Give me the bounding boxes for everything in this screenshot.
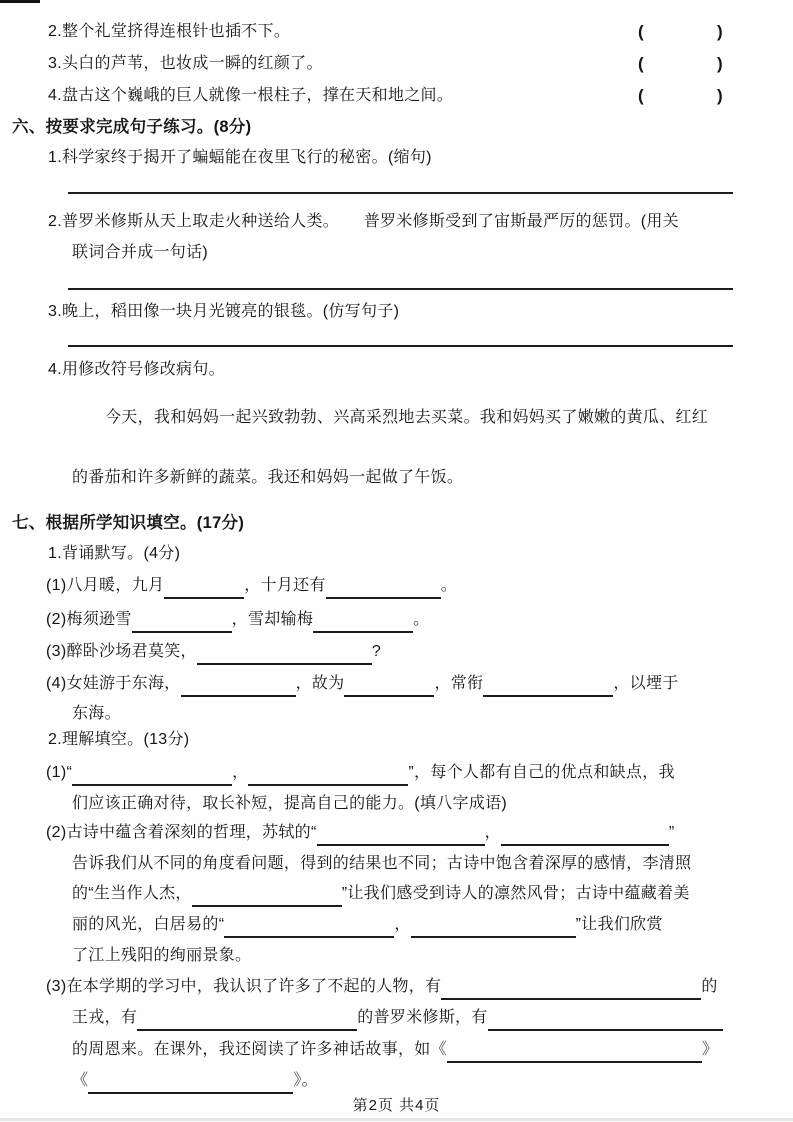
answer-blank [488,1011,723,1031]
comprehension-1-line2: 们应该正确对待，取长补短，提高自己的能力。(填八字成语) [72,795,508,812]
answer-blank [447,1043,702,1063]
comprehension-2-line5: 了江上残阳的绚丽景象。 [72,947,252,964]
answer-blank [224,918,394,938]
answer-blank [344,677,434,697]
s6-q4-paragraph-line1: 今天，我和妈妈一起兴致勃勃、兴高采烈地去买菜。我和妈妈买了嫩嫩的黄瓜、红红 [105,409,709,426]
text-segment: ，雪却输梅 [231,611,314,628]
text-segment: 《 [72,1072,89,1089]
s6-question-2-line2: 联词合并成一句话) [72,244,209,261]
text-segment: 》 [701,1041,719,1058]
answer-blank [501,826,669,846]
answer-blank [248,766,408,786]
answer-blank [317,826,485,846]
s6-q4-paragraph-line2: 的番茄和许多新鲜的蔬菜。我还和妈妈一起做了午饭。 [72,469,464,486]
answer-line [68,288,733,290]
section-7-title: 七、根据所学知识填空。(17分) [12,514,245,532]
dictation-line-4-cont: 东海。 [72,705,121,722]
answer-blank [313,613,413,633]
text-segment: ”让我们感受到诗人的凛然风骨；古诗中蕴藏着美 [341,885,690,902]
text-segment: 王戎，有 [72,1009,138,1026]
text-segment: 丽的风光，白居易的“ [72,916,225,933]
section-6-title: 六、按要求完成句子练习。(8分) [12,118,252,136]
judgment-text: 4.盘古这个巍峨的巨人就像一根柱子，撑在天和地之间。 [48,87,454,104]
text-segment: 。 [413,611,430,628]
text-segment: 的普罗米修斯，有 [357,1009,488,1026]
open-paren: ( [638,86,644,105]
s6-question-1: 1.科学家终于揭开了蝙蝠能在夜里飞行的秘密。(缩句) [48,149,432,166]
open-paren: ( [638,54,644,73]
judgment-text: 3.头白的芦苇，也妆成一瞬的红颜了。 [48,55,323,72]
judgment-text: 2.整个礼堂挤得连根针也插不下。 [48,23,291,40]
text-segment: ，常衔 [434,675,484,692]
dictation-line-1 [46,576,457,596]
dictation-line-4 [46,674,679,694]
comprehension-2-line3 [72,884,690,904]
comprehension-1-line1 [46,763,675,783]
s6-question-3: 3.晚上，稻田像一块月光镀亮的银毯。(仿写句子) [48,303,400,320]
comprehension-3-line2 [72,1008,723,1028]
text-segment: (3)在本学期的学习中，我认识了许多了不起的人物，有 [46,978,442,995]
text-segment: ” [668,824,675,841]
s6-question-4: 4.用修改符号修改病句。 [48,361,225,378]
answer-blank [164,579,244,599]
text-segment: (1)八月暖，九月 [46,577,165,594]
text-segment: 》。 [293,1072,318,1089]
answer-blank [411,918,576,938]
text-segment: ， [232,764,249,781]
text-segment: (4)女娃游于东海， [46,675,181,692]
text-segment: ， [394,916,411,933]
comprehension-3-line3 [72,1040,718,1060]
s6-question-2-line1: 2.普罗米修斯从天上取走火种送给人类。 普罗米修斯受到了宙斯最严厉的惩罚。(用关 [48,213,679,230]
answer-blank [181,677,296,697]
text-segment: (3)醉卧沙场君莫笑， [46,643,197,660]
text-segment: ， [484,824,501,841]
close-paren: ) [717,22,723,41]
answer-blank [132,613,232,633]
comprehension-2-line4 [72,915,663,935]
text-segment: (1)“ [46,764,73,781]
answer-blank [197,645,372,665]
page-number-footer: 第2页 共4页 [352,1097,441,1114]
answer-line [68,192,733,194]
dictation-line-3 [46,642,381,662]
answer-blank [72,766,232,786]
s7-sub2-title: 2.理解填空。(13分) [48,731,190,748]
text-segment: (2)梅须逊雪 [46,611,132,628]
text-segment: ”，每个人都有自己的优点和缺点，我 [408,764,675,781]
comprehension-3-line1 [46,977,718,997]
close-paren: ) [717,86,723,105]
scan-artifact-bottom [0,1118,793,1121]
text-segment: ，故为 [295,675,345,692]
answer-blank [326,579,441,599]
scan-artifact-top [0,0,40,3]
answer-blank [137,1011,357,1031]
judgment-item-2 [0,22,793,42]
text-segment: 。 [440,577,458,594]
comprehension-2-line2: 告诉我们从不同的角度看问题，得到的结果也不同；古诗中饱含着深厚的感情，李清照 [72,855,692,872]
open-paren: ( [638,22,644,41]
text-segment: 的 [701,978,718,995]
judgment-item-4 [0,86,793,106]
text-segment: 的周恩来。在课外，我还阅读了许多神话故事，如《 [72,1041,447,1058]
answer-line [68,345,733,347]
judgment-item-3 [0,54,793,74]
text-segment: ? [371,643,382,660]
answer-blank [192,887,342,907]
text-segment: ”让我们欣赏 [575,916,663,933]
s7-sub1-title: 1.背诵默写。(4分) [48,545,181,562]
text-segment: ，以堙于 [613,675,679,692]
answer-blank [88,1074,293,1094]
close-paren: ) [717,54,723,73]
comprehension-3-line4 [72,1071,318,1091]
answer-blank [441,980,701,1000]
text-segment: ，十月还有 [244,577,326,594]
text-segment: 的“生当作人杰， [72,885,192,902]
text-segment: (2)古诗中蕴含着深刻的哲理，苏轼的“ [46,824,317,841]
comprehension-2-line1 [46,823,675,843]
answer-blank [483,677,613,697]
dictation-line-2 [46,610,429,630]
